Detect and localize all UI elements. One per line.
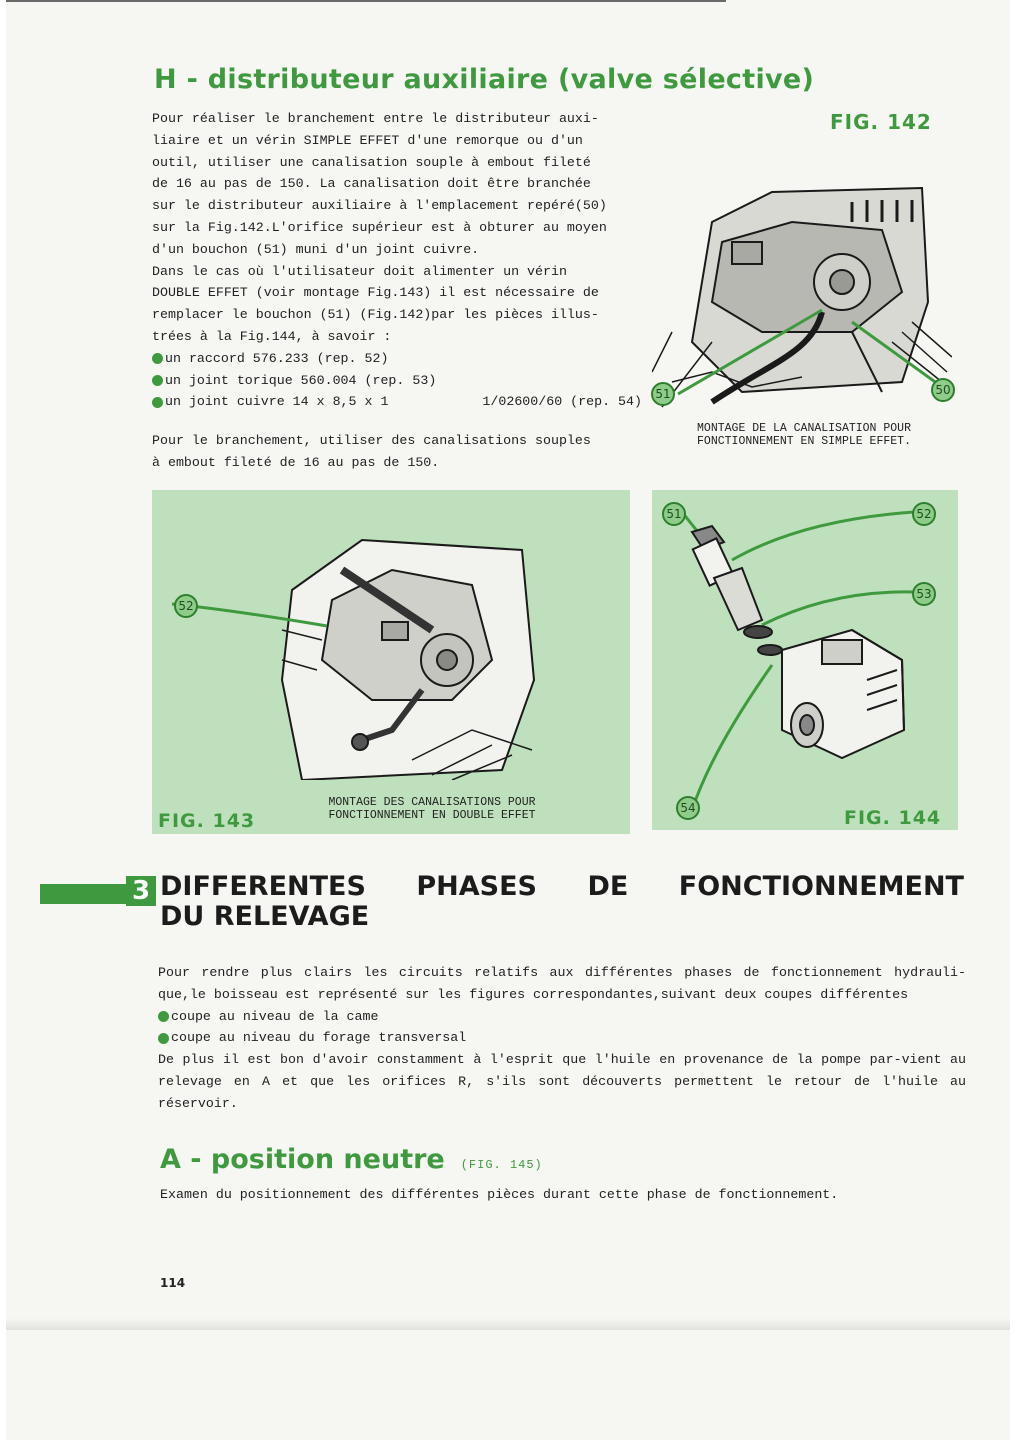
intro-line: Dans le cas où l'utilisateur doit alimenter un vérin (152, 263, 567, 279)
fig-143-illustration (272, 530, 542, 780)
section-a-title: A - position neutre (FIG. 145) (160, 1144, 543, 1175)
fig-143-panel (152, 490, 630, 834)
fig-143-caption: MONTAGE DES CANALISATIONS POUR FONCTIONNEMENT EN DOUBLE EFFET (328, 796, 536, 822)
bullet-dot-icon (152, 375, 163, 386)
fig-142-label: FIG. 142 (830, 110, 932, 134)
page-number: 114 (160, 1276, 186, 1290)
callout-50: 50 (931, 378, 955, 402)
page-edge (6, 1318, 1010, 1330)
list-item: un joint torique 560.004 (rep. 53) (152, 370, 642, 392)
callout-52: 52 (174, 594, 198, 618)
bullet-dot-icon (158, 1011, 169, 1022)
fig-142-illustration (652, 182, 952, 414)
list-item: un joint cuivre 14 x 8,5 x 1 1/02600/60 (rep. 54) (152, 391, 642, 413)
intro-line: outil, utiliser une canalisation souple à embout fileté (152, 154, 591, 170)
section-3-title: DIFFERENTES PHASES DE FONCTIONNEMENT DU RELEVAGE (160, 871, 964, 932)
callout-51: 51 (651, 382, 675, 406)
callout-53: 53 (912, 582, 936, 606)
callout-54: 54 (676, 796, 700, 820)
fig-144-panel (652, 490, 958, 830)
list-item: coupe au niveau du forage transversal (158, 1027, 966, 1049)
bullet-dot-icon (152, 353, 163, 364)
list-item: un raccord 576.233 (rep. 52) (152, 348, 642, 370)
intro-line: liaire et un vérin SIMPLE EFFET d'une remorque ou d'un (152, 132, 583, 148)
intro-line: d'un bouchon (51) muni d'un joint cuivre. (152, 241, 480, 257)
fig-143-label: FIG. 143 (158, 810, 256, 832)
section-3-number: 3 (126, 876, 156, 906)
intro-line: sur le distributeur auxiliaire à l'emplacement repéré(50) (152, 198, 607, 214)
page (6, 0, 1010, 1440)
paragraph: De plus il est bon d'avoir constamment à l'esprit que l'huile en provenance de la pompe par-vient au relevage en A et que les orifices R, s'ils sont découverts permettent le retour de l'huile au réservoir. (158, 1052, 966, 1111)
intro-line: Pour réaliser le branchement entre le distributeur auxi- (152, 111, 599, 126)
section-a-ref: (FIG. 145) (460, 1158, 543, 1172)
section-h-title: H - distributeur auxiliaire (valve sélective) (154, 64, 815, 95)
intro-line: DOUBLE EFFET (voir montage Fig.143) il est nécessaire de (152, 285, 599, 301)
bullet-dot-icon (158, 1033, 169, 1044)
intro-line: trées à la Fig.144, à savoir : (152, 328, 392, 344)
callout-51: 51 (662, 502, 686, 526)
fig-142-caption: MONTAGE DE LA CANALISATION POUR FONCTIONNEMENT EN SIMPLE EFFET. (697, 422, 911, 448)
intro-line: sur la Fig.142.L'orifice supérieur est à obturer au moyen (152, 219, 607, 235)
section-3-bar (40, 884, 126, 904)
intro-line: remplacer le bouchon (51) (Fig.142)par les pièces illus- (152, 307, 599, 323)
section-h-intro (152, 108, 642, 413)
branchement-paragraph: Pour le branchement, utiliser des canalisations souples à embout fileté de 16 au pas de 150. (152, 433, 591, 470)
callout-52: 52 (912, 502, 936, 526)
intro-line: de 16 au pas de 150. La canalisation doit être branchée (152, 176, 591, 192)
section-a-text: Examen du positionnement des différentes pièces durant cette phase de fonctionnement. (160, 1187, 839, 1202)
fig-144-label: FIG. 144 (844, 807, 942, 829)
fig-144-illustration (652, 490, 958, 830)
top-rule (6, 0, 726, 2)
paragraph: Pour rendre plus clairs les circuits relatifs aux différentes phases de fonctionnement hydrauli-que,le boisseau est représenté sur les figures correspondantes,suivant deux coupes différentes (158, 965, 966, 1002)
section-3-body (158, 962, 966, 1115)
bullet-dot-icon (152, 397, 163, 408)
list-item: coupe au niveau de la came (158, 1006, 966, 1028)
